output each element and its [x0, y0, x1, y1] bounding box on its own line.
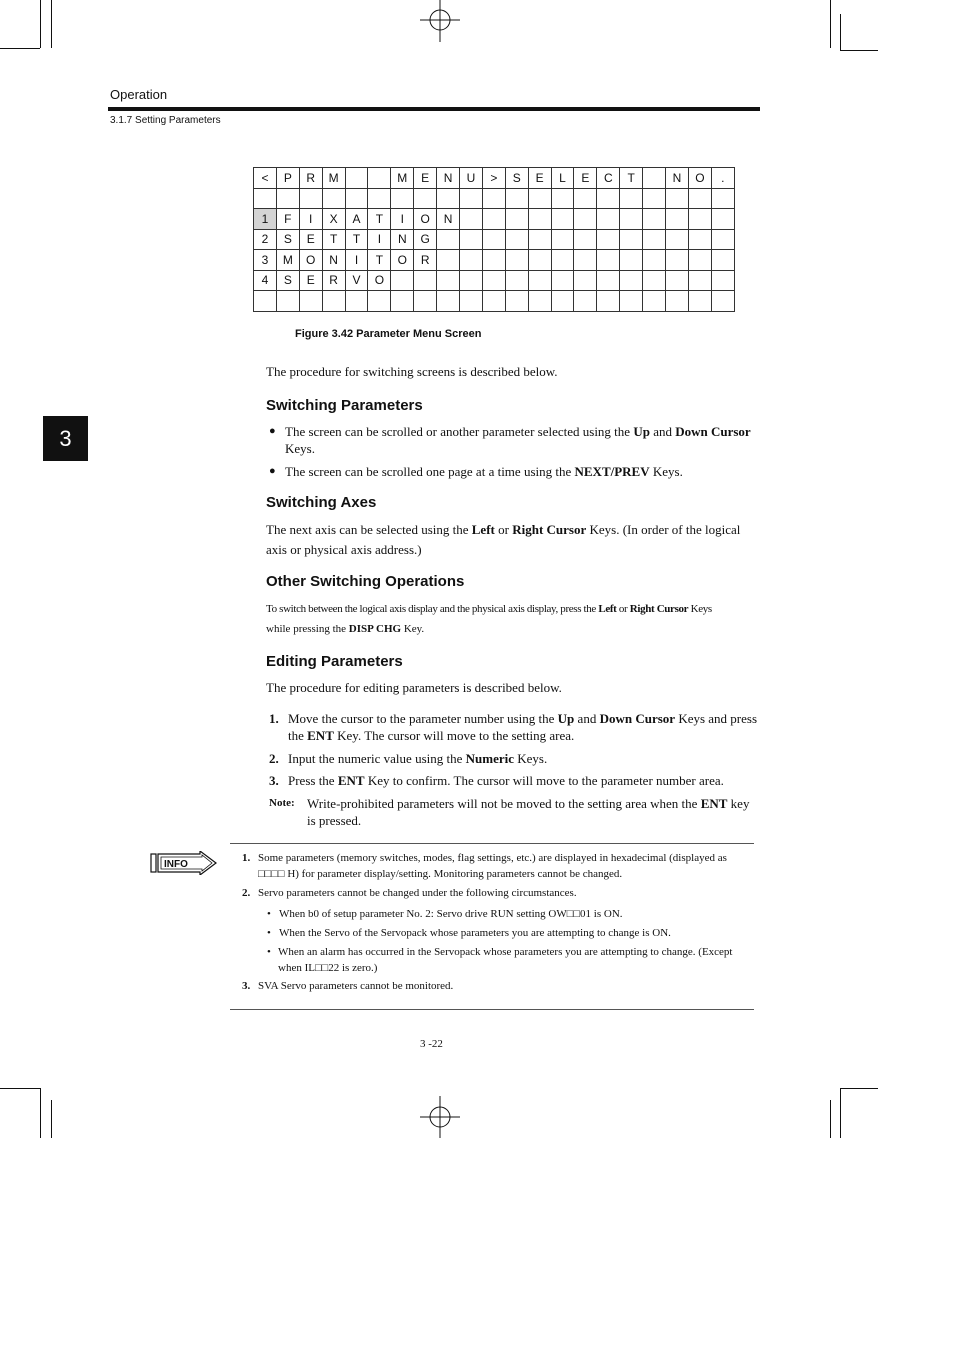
grid-cell — [620, 229, 643, 250]
grid-cell: U — [460, 168, 483, 189]
grid-cell — [482, 250, 505, 271]
grid-cell — [597, 229, 620, 250]
editing-step-2: Input the numeric value using the Numeric Keys. — [288, 751, 548, 766]
grid-cell: X — [322, 209, 345, 230]
grid-cell — [460, 250, 483, 271]
info-item-1: Some parameters (memory switches, modes, flag settings, etc.) are displayed in hexadecimal (displayed as □□□□ H) for parameter display/setting. Monitoring parameters cannot be changed. — [258, 852, 727, 880]
grid-row — [254, 209, 735, 230]
grid-cell — [505, 229, 528, 250]
grid-cell — [643, 291, 666, 312]
grid-row — [254, 291, 735, 312]
grid-cell — [711, 270, 734, 291]
grid-cell — [437, 270, 460, 291]
switching-axes-heading: Switching Axes — [266, 494, 377, 511]
grid-cell: M — [391, 168, 414, 189]
grid-cell: E — [414, 168, 437, 189]
grid-cell: T — [368, 209, 391, 230]
grid-cell — [528, 270, 551, 291]
grid-cell: N — [666, 168, 689, 189]
grid-cell — [643, 168, 666, 189]
grid-cell — [482, 291, 505, 312]
grid-cell — [551, 229, 574, 250]
intro-text: The procedure for switching screens is described below. — [266, 364, 558, 379]
switching-parameters-heading: Switching Parameters — [266, 397, 423, 414]
editing-step-1: Move the cursor to the parameter number using the Up and Down Cursor Keys and press the ENT Key. The cursor will move to the setting area. — [288, 711, 758, 743]
grid-cell — [666, 209, 689, 230]
bullet-icon: • — [267, 908, 271, 920]
grid-row — [254, 250, 735, 271]
grid-cell: < — [254, 168, 277, 189]
parameter-menu-screen-grid — [253, 167, 735, 312]
grid-cell — [368, 291, 391, 312]
grid-cell — [528, 209, 551, 230]
grid-cell — [437, 229, 460, 250]
grid-cell — [254, 291, 277, 312]
info-item-number: 1. — [242, 852, 251, 864]
grid-cell — [505, 291, 528, 312]
info-item-3: SVA Servo parameters cannot be monitored. — [258, 980, 454, 992]
switching-parameters-bullet-1: The screen can be scrolled or another parameter selected using the Up and Down Cursor Keys. — [285, 424, 751, 456]
grid-cell — [345, 188, 368, 209]
grid-cell — [345, 168, 368, 189]
grid-cell: T — [345, 229, 368, 250]
grid-cell: S — [505, 168, 528, 189]
info-item-2-sub-1: When b0 of setup parameter No. 2: Servo drive RUN setting OW□□01 is ON. — [279, 908, 623, 920]
grid-cell — [322, 188, 345, 209]
grid-row — [254, 168, 735, 189]
grid-cell — [460, 209, 483, 230]
grid-cell — [551, 209, 574, 230]
grid-cell — [620, 291, 643, 312]
grid-cell: O — [414, 209, 437, 230]
grid-cell: 4 — [254, 270, 277, 291]
grid-cell: V — [345, 270, 368, 291]
grid-cell — [391, 270, 414, 291]
grid-cell — [437, 250, 460, 271]
grid-cell — [574, 250, 597, 271]
grid-cell — [482, 209, 505, 230]
grid-row — [254, 188, 735, 209]
grid-cell — [505, 270, 528, 291]
grid-cell — [391, 291, 414, 312]
grid-cell — [574, 229, 597, 250]
editing-parameters-heading: Editing Parameters — [266, 653, 403, 670]
bullet-icon: • — [267, 946, 271, 958]
grid-cell — [688, 229, 711, 250]
grid-cell — [528, 229, 551, 250]
grid-cell — [528, 250, 551, 271]
grid-cell: N — [437, 209, 460, 230]
grid-cell — [437, 188, 460, 209]
grid-cell: 3 — [254, 250, 277, 271]
grid-cell — [620, 209, 643, 230]
running-header-section: 3.1.7 Setting Parameters — [110, 115, 221, 126]
info-bottom-rule — [230, 1009, 754, 1010]
bullet-icon: • — [267, 927, 271, 939]
grid-cell: E — [528, 168, 551, 189]
grid-cell: E — [299, 270, 322, 291]
grid-cell — [666, 270, 689, 291]
info-top-rule — [230, 843, 754, 844]
grid-cell — [299, 188, 322, 209]
step-number: 2. — [269, 751, 279, 766]
grid-cell — [460, 270, 483, 291]
info-item-2-sub-2: When the Servo of the Servopack whose parameters you are attempting to change is ON. — [279, 927, 671, 939]
grid-cell: 2 — [254, 229, 277, 250]
grid-cell: T — [368, 250, 391, 271]
grid-cell — [528, 188, 551, 209]
running-header-title: Operation — [110, 87, 168, 102]
grid-cell — [528, 291, 551, 312]
grid-cell: E — [299, 229, 322, 250]
grid-cell — [597, 291, 620, 312]
grid-cell — [666, 291, 689, 312]
grid-cell: E — [574, 168, 597, 189]
grid-cell: A — [345, 209, 368, 230]
grid-cell: M — [322, 168, 345, 189]
grid-cell: G — [414, 229, 437, 250]
info-item-2: Servo parameters cannot be changed under the following circumstances. — [258, 887, 577, 899]
grid-cell — [574, 188, 597, 209]
grid-cell — [688, 291, 711, 312]
grid-cell — [505, 250, 528, 271]
grid-row — [254, 270, 735, 291]
switching-axes-text: The next axis can be selected using the Left or Right Cursor Keys. (In order of the logical axis or physical axis address.) — [266, 522, 741, 557]
grid-cell — [391, 188, 414, 209]
grid-cell: S — [276, 270, 299, 291]
grid-cell — [643, 270, 666, 291]
grid-cell — [711, 229, 734, 250]
grid-cell: R — [299, 168, 322, 189]
grid-cell — [643, 229, 666, 250]
grid-cell — [437, 291, 460, 312]
editing-note: Write-prohibited parameters will not be moved to the setting area when the ENT key is pressed. — [307, 796, 750, 828]
grid-cell — [666, 250, 689, 271]
grid-cell — [505, 188, 528, 209]
grid-cell: M — [276, 250, 299, 271]
grid-cell: P — [276, 168, 299, 189]
grid-cell — [345, 291, 368, 312]
grid-cell: T — [322, 229, 345, 250]
grid-cell: 1 — [254, 209, 277, 230]
figure-caption: Figure 3.42 Parameter Menu Screen — [295, 328, 482, 340]
grid-cell: N — [322, 250, 345, 271]
grid-cell — [574, 270, 597, 291]
grid-cell — [620, 250, 643, 271]
grid-cell: I — [345, 250, 368, 271]
grid-cell — [688, 188, 711, 209]
step-number: 1. — [269, 711, 279, 726]
grid-cell — [276, 188, 299, 209]
other-switching-text: To switch between the logical axis display and the physical axis display, press the Left or Right Cursor Keys while pressing the DISP CHG Key. — [266, 603, 712, 635]
chapter-tab: 3 — [43, 416, 88, 461]
grid-cell: O — [688, 168, 711, 189]
switching-parameters-bullet-2: The screen can be scrolled one page at a time using the NEXT/PREV Keys. — [285, 464, 683, 479]
grid-cell — [688, 250, 711, 271]
grid-cell: R — [322, 270, 345, 291]
svg-text:INFO: INFO — [164, 859, 188, 870]
grid-cell — [711, 291, 734, 312]
grid-cell — [482, 270, 505, 291]
grid-cell — [597, 250, 620, 271]
grid-cell — [711, 188, 734, 209]
grid-cell — [414, 270, 437, 291]
grid-cell: I — [391, 209, 414, 230]
grid-cell: . — [711, 168, 734, 189]
grid-cell — [597, 209, 620, 230]
grid-cell — [688, 209, 711, 230]
grid-row — [254, 229, 735, 250]
grid-cell — [368, 188, 391, 209]
registration-mark-bottom — [420, 1096, 460, 1138]
grid-cell — [551, 270, 574, 291]
grid-cell: N — [437, 168, 460, 189]
info-item-2-sub-3: When an alarm has occurred in the Servopack whose parameters you are attempting to change. (Except when IL□□22 is zero.) — [278, 946, 733, 974]
step-number: 3. — [269, 773, 279, 788]
grid-cell: R — [414, 250, 437, 271]
grid-cell — [688, 270, 711, 291]
grid-cell — [460, 291, 483, 312]
grid-cell: I — [299, 209, 322, 230]
grid-cell — [620, 270, 643, 291]
grid-cell — [597, 270, 620, 291]
grid-cell — [299, 291, 322, 312]
info-item-number: 2. — [242, 887, 251, 899]
editing-intro: The procedure for editing parameters is described below. — [266, 680, 562, 695]
grid-cell — [551, 188, 574, 209]
info-icon — [150, 851, 218, 875]
grid-cell — [643, 188, 666, 209]
header-rule — [108, 107, 760, 111]
registration-mark-top — [420, 0, 460, 42]
grid-cell — [322, 291, 345, 312]
grid-cell: I — [368, 229, 391, 250]
grid-cell: S — [276, 229, 299, 250]
grid-cell: O — [368, 270, 391, 291]
grid-cell: O — [391, 250, 414, 271]
editing-step-3: Press the ENT Key to confirm. The cursor will move to the parameter number area. — [288, 773, 724, 788]
grid-cell: O — [299, 250, 322, 271]
grid-cell — [414, 291, 437, 312]
grid-cell: N — [391, 229, 414, 250]
info-item-number: 3. — [242, 980, 251, 992]
grid-cell: L — [551, 168, 574, 189]
grid-cell — [666, 188, 689, 209]
note-label: Note: — [269, 797, 295, 809]
grid-cell — [666, 229, 689, 250]
grid-cell — [414, 188, 437, 209]
grid-cell: T — [620, 168, 643, 189]
grid-cell — [643, 209, 666, 230]
grid-cell — [505, 209, 528, 230]
grid-cell — [482, 188, 505, 209]
bullet-icon: ● — [269, 425, 276, 437]
grid-cell — [254, 188, 277, 209]
grid-cell: > — [482, 168, 505, 189]
bullet-icon: ● — [269, 465, 276, 477]
grid-cell — [460, 188, 483, 209]
grid-cell — [620, 188, 643, 209]
grid-cell — [368, 168, 391, 189]
grid-cell — [711, 250, 734, 271]
grid-cell — [711, 209, 734, 230]
grid-cell — [574, 209, 597, 230]
grid-cell — [276, 291, 299, 312]
grid-cell — [460, 229, 483, 250]
page-number: 3 -22 — [420, 1038, 443, 1050]
other-switching-heading: Other Switching Operations — [266, 573, 465, 590]
grid-cell — [643, 250, 666, 271]
grid-cell — [574, 291, 597, 312]
grid-cell: F — [276, 209, 299, 230]
grid-cell — [551, 291, 574, 312]
grid-cell: C — [597, 168, 620, 189]
grid-cell — [482, 229, 505, 250]
grid-cell — [597, 188, 620, 209]
grid-cell — [551, 250, 574, 271]
